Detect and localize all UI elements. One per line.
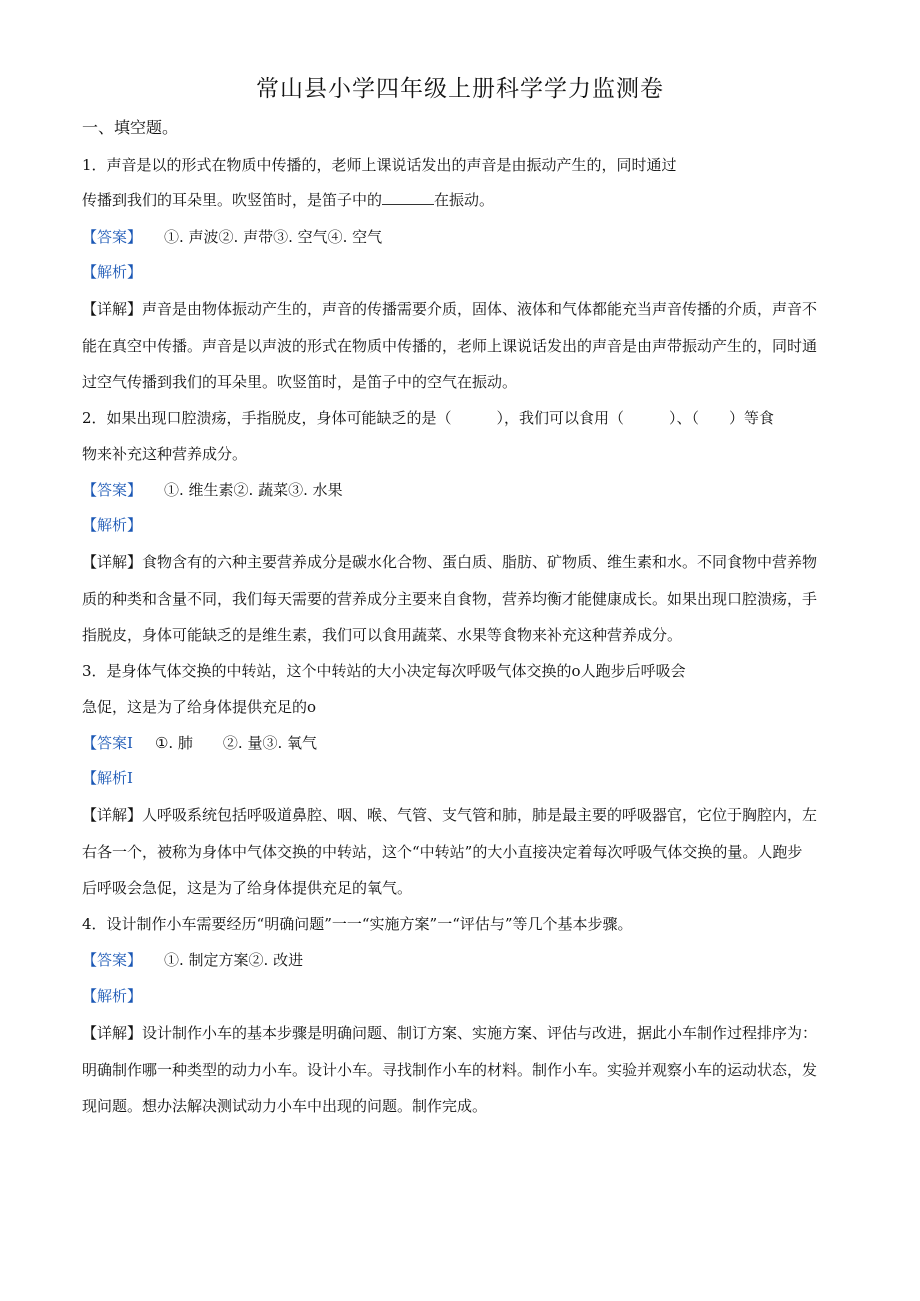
answer-label: 【答案】	[82, 951, 143, 969]
question-1-line-2	[82, 190, 842, 210]
question-4-line-1: 4．设计制作小车需要经历“明确问题”一一“实施方案”一“评估与”等几个基本步骤。	[82, 915, 633, 933]
question-4-detail-line-2: 明确制作哪一种类型的动力小车。设计小车。寻找制作小车的材料。制作小车。实验并观察小车的运动状态，发	[82, 1061, 818, 1079]
question-2-answer	[82, 480, 842, 500]
analysis-label: 【解析】	[82, 516, 143, 534]
question-1-line-2-before-blank: 传播到我们的耳朵里。吹竖笛时，是笛子中的	[82, 191, 383, 209]
question-2-detail-line-1: 【详解】食物含有的六种主要营养成分是碳水化合物、蛋白质、脂肪、矿物质、维生素和水。不同食物中营养物	[82, 553, 818, 571]
question-1-line-2-after-blank: 在振动。	[434, 191, 495, 209]
question-4-detail-line-3: 现问题。想办法解决测试动力小车中出现的问题。制作完成。	[82, 1097, 488, 1115]
question-4-answer	[82, 950, 842, 970]
question-1-answer	[82, 227, 842, 247]
question-3-line-2: 急促，这是为了给身体提供充足的o	[82, 698, 317, 716]
question-2-detail-line-2: 质的种类和含量不同，我们每天需要的营养成分主要来自食物，营养均衡才能健康成长。如果出现口腔溃疡，手	[82, 590, 818, 608]
question-1-blank	[382, 192, 434, 205]
answer-text: ①. 制定方案②. 改进	[164, 951, 304, 969]
question-2-detail-line-3: 指脱皮，身体可能缺乏的是维生素，我们可以食用蔬菜、水果等食物来补充这种营养成分。	[82, 626, 683, 644]
question-3-detail-line-2: 右各一个，被称为身体中气体交换的中转站，这个“中转站”的大小直接决定着每次呼吸气体交换的量。人跑步	[82, 843, 803, 861]
question-4-detail-line-1: 【详解】设计制作小车的基本步骤是明确问题、制订方案、实施方案、评估与改进，据此小车制作过程排序为：	[82, 1024, 818, 1042]
question-3-line-1: 3．是身体气体交换的中转站，这个中转站的大小决定每次呼吸气体交换的o人跑步后呼吸会	[82, 662, 686, 680]
analysis-label: 【解析】	[82, 263, 143, 281]
question-1-detail-line-2: 能在真空中传播。声音是以声波的形式在物质中传播的，老师上课说话发出的声音是由声带振动产生的，同时通	[82, 337, 818, 355]
analysis-label: 【解析I	[82, 769, 133, 787]
question-3-detail-line-1: 【详解】人呼吸系统包括呼吸道鼻腔、咽、喉、气管、支气管和肺，肺是最主要的呼吸器官，它位于胸腔内，左	[82, 806, 818, 824]
question-1-detail-line-3: 过空气传播到我们的耳朵里。吹竖笛时，是笛子中的空气在振动。	[82, 373, 518, 391]
section-heading: 一、填空题。	[82, 118, 179, 137]
question-3-detail-line-3: 后呼吸会急促，这是为了给身体提供充足的氧气。	[82, 879, 413, 897]
answer-label: 【答案I	[82, 734, 133, 752]
answer-label: 【答案】	[82, 481, 143, 499]
question-2-line-2: 物来补充这种营养成分。	[82, 445, 248, 463]
page-title: 常山县小学四年级上册科学学力监测卷	[256, 76, 664, 102]
analysis-label: 【解析】	[82, 987, 143, 1005]
question-2-line-1: 2．如果出现口腔溃疡，手指脱皮，身体可能缺乏的是（ ），我们可以食用（ ）、（ ）等食	[82, 409, 775, 427]
question-1-detail-line-1: 【详解】声音是由物体振动产生的，声音的传播需要介质，固体、液体和气体都能充当声音传播的介质，声音不	[82, 300, 818, 318]
answer-label: 【答案】	[82, 228, 143, 246]
question-1-line-1: 1．声音是以的形式在物质中传播的，老师上课说话发出的声音是由振动产生的，同时通过	[82, 156, 677, 174]
answer-text: ①. 声波②. 声带③. 空气④. 空气	[164, 228, 383, 246]
answer-text: ①. 肺 ②. 量③. 氧气	[154, 734, 317, 752]
answer-text: ①. 维生素②. 蔬菜③. 水果	[164, 481, 343, 499]
question-3-answer	[82, 733, 842, 753]
